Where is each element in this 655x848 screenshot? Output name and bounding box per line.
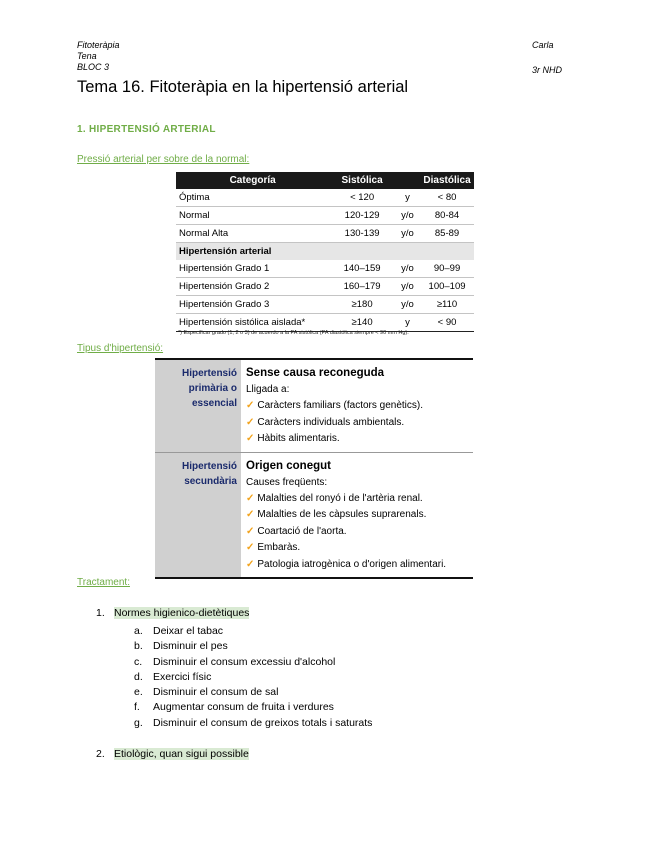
check-icon: ✓ xyxy=(246,492,255,504)
cell-category: Normal Alta xyxy=(176,225,329,243)
item-letter: a. xyxy=(134,625,143,637)
type-label-line: primària o xyxy=(188,383,237,394)
header-author: Carla xyxy=(532,40,554,50)
item-text: Disminuir el consum de greixos totals i saturats xyxy=(153,716,373,729)
treatment-heading: Tractament: xyxy=(77,577,130,588)
item-text: Patologia iatrogènica o d'origen alimentari. xyxy=(257,558,447,570)
list-item xyxy=(134,639,372,654)
list-item xyxy=(246,540,469,557)
type-label-line: Hipertensió xyxy=(181,368,237,379)
table-row xyxy=(176,278,474,296)
treatment-item-1 xyxy=(96,607,249,619)
cell-category: Hipertensión Grado 1 xyxy=(176,260,329,278)
item-letter: b. xyxy=(134,640,143,653)
item-label: Normes higienico-dietètiques xyxy=(114,607,250,619)
cell-diastolic: 90–99 xyxy=(420,260,474,278)
cell-systolic: ≥180 xyxy=(329,296,395,314)
cell-systolic: 140–159 xyxy=(329,260,395,278)
cell-diastolic: < 90 xyxy=(420,314,474,332)
item-text: Disminuir el pes xyxy=(153,640,228,653)
type-title: Sense causa reconeguda xyxy=(246,367,385,379)
list-item xyxy=(134,670,372,685)
type-label-line: essencial xyxy=(191,398,237,409)
list-item xyxy=(134,685,372,700)
item-letter: d. xyxy=(134,670,143,683)
cell-category: Normal xyxy=(176,207,329,225)
item-label: Etiològic, quan sigui possible xyxy=(114,748,249,760)
header-block: BLOC 3 xyxy=(77,62,110,72)
col-header-conj xyxy=(395,172,420,189)
type-label-secondary xyxy=(155,452,241,578)
cell-conj: y xyxy=(395,314,420,332)
list-item xyxy=(246,398,469,415)
list-item xyxy=(134,624,372,639)
table-row xyxy=(176,225,474,243)
cell-category: Hipertensión sistólica aislada* xyxy=(176,314,329,332)
item-text: Coartació de l'aorta. xyxy=(257,525,347,537)
cell-conj: y/o xyxy=(395,278,420,296)
list-item xyxy=(246,415,469,432)
cell-diastolic: < 80 xyxy=(420,189,474,207)
item-text: Disminuir el consum excessiu d'alcohol xyxy=(153,655,336,668)
item-letter: e. xyxy=(134,686,143,699)
check-icon: ✓ xyxy=(246,400,255,411)
check-icon: ✓ xyxy=(246,558,255,570)
check-icon: ✓ xyxy=(246,542,255,553)
item-text: Disminuir el consum de sal xyxy=(153,686,279,699)
type-intro: Lligada a: xyxy=(246,384,290,395)
type-title: Origen conegut xyxy=(246,459,331,472)
cell-conj: y xyxy=(395,189,420,207)
header-left xyxy=(77,40,120,73)
item-text: Malalties del ronyó i de l'artèria renal. xyxy=(257,492,423,504)
item-text: Embaràs. xyxy=(257,542,301,553)
list-item xyxy=(246,524,469,541)
item-text: Hàbits alimentaris. xyxy=(257,433,340,444)
cell-systolic: 160–179 xyxy=(329,278,395,296)
cell-diastolic: 80-84 xyxy=(420,207,474,225)
header-course: 3r NHD xyxy=(532,65,563,75)
type-label-primary xyxy=(155,359,241,452)
col-header-systolic: Sistólica xyxy=(329,172,395,189)
cell-systolic: 130-139 xyxy=(329,225,395,243)
col-header-category: Categoría xyxy=(176,172,329,189)
cell-systolic: 120-129 xyxy=(329,207,395,225)
cell-diastolic: 100–109 xyxy=(420,278,474,296)
table-row xyxy=(176,314,474,332)
table-row xyxy=(176,189,474,207)
table-row xyxy=(176,207,474,225)
header-subject: Fitoteràpia xyxy=(77,40,120,50)
list-item xyxy=(134,655,372,670)
list-item xyxy=(246,431,469,448)
types-heading: Tipus d'hipertensió: xyxy=(77,343,164,354)
cell-systolic: ≥140 xyxy=(329,314,395,332)
type-row-secondary xyxy=(155,452,473,578)
section-heading: 1. HIPERTENSIÓ ARTERIAL xyxy=(77,124,216,135)
type-intro: Causes freqüents: xyxy=(246,476,328,488)
cell-conj: y/o xyxy=(395,207,420,225)
table-row xyxy=(176,296,474,314)
item-text: Deixar el tabac xyxy=(153,625,224,637)
item-text: Malalties de les càpsules suprarenals. xyxy=(257,509,427,520)
header-topic: Tena xyxy=(77,51,97,61)
page-title: Tema 16. Fitoteràpia en la hipertensió arterial xyxy=(77,78,409,96)
cell-category: Hipertensión Grado 2 xyxy=(176,278,329,296)
list-item xyxy=(246,507,469,524)
item-text: Exercici físic xyxy=(153,670,212,683)
list-item xyxy=(246,491,469,508)
item-number: 2. xyxy=(96,748,105,760)
cell-diastolic: 85-89 xyxy=(420,225,474,243)
cell-conj: y/o xyxy=(395,260,420,278)
item-letter: c. xyxy=(134,655,143,668)
cell-systolic: < 120 xyxy=(329,189,395,207)
item-letter: g. xyxy=(134,716,143,729)
type-label-line: secundària xyxy=(184,475,237,487)
cell-diastolic: ≥110 xyxy=(420,296,474,314)
item-number: 1. xyxy=(96,607,105,619)
list-item xyxy=(246,557,469,574)
item-text: Caràcters familiars (factors genètics). xyxy=(257,400,423,411)
type-body-secondary xyxy=(241,452,473,578)
list-item xyxy=(134,716,372,731)
col-header-diastolic: Diastólica xyxy=(420,172,474,189)
check-icon: ✓ xyxy=(246,509,255,520)
table-row xyxy=(176,260,474,278)
pressure-heading: Pressió arterial per sobre de la normal: xyxy=(77,154,250,165)
type-body-primary xyxy=(241,359,473,452)
type-label-line: Hipertensió xyxy=(181,460,237,472)
cell-conj: y/o xyxy=(395,225,420,243)
blood-pressure-table xyxy=(176,172,474,332)
item-letter: f. xyxy=(134,701,140,714)
cell-conj: y/o xyxy=(395,296,420,314)
table-footnote: *) Especificar grado (1, 2 o 3) de acuerdo a la PA sistólica (PA diastólica siempre < 90 mm Hg). xyxy=(178,330,409,336)
table-subheader: Hipertensión arterial xyxy=(176,243,474,261)
cell-category: Hipertensión Grado 3 xyxy=(176,296,329,314)
hypertension-types-table xyxy=(155,358,473,579)
check-icon: ✓ xyxy=(246,433,255,444)
list-item xyxy=(134,700,372,715)
check-icon: ✓ xyxy=(246,525,255,537)
treatment-sublist xyxy=(134,624,372,731)
treatment-item-2 xyxy=(96,748,249,760)
type-row-primary xyxy=(155,359,473,452)
cell-category: Óptima xyxy=(176,189,329,207)
check-icon: ✓ xyxy=(246,416,255,428)
item-text: Caràcters individuals ambientals. xyxy=(257,416,405,428)
item-text: Augmentar consum de fruita i verdures xyxy=(153,701,334,714)
table-subheader-row xyxy=(176,243,474,261)
